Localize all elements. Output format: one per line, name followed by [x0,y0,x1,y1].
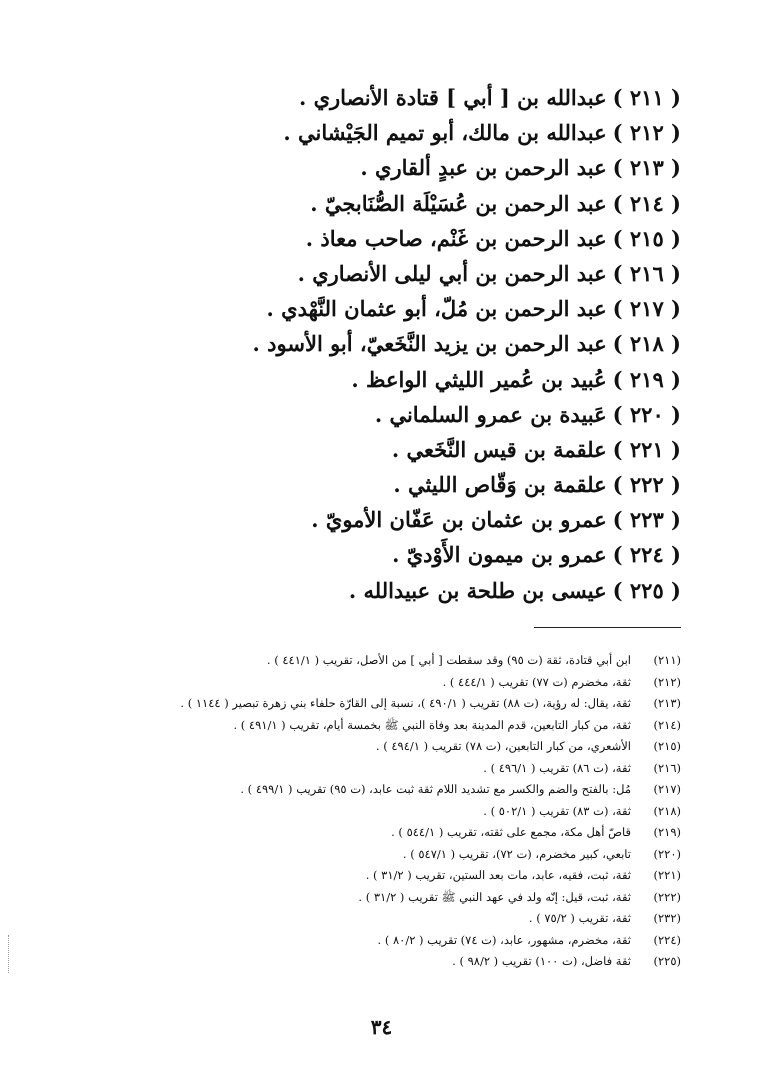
footnote-text: ثقة، مخضرم (ت ٧٧) تقريب ( ٤٤٤/١ ) . [442,674,631,689]
footnote-number: (٢١٩) [653,825,681,839]
footnote-223 [81,908,681,930]
footnote-text: مُل: بالفتح والضم والكسر مع تشديد اللام ثقة ثبت عابد، (ت ٩٥) تقريب ( ٤٩٩/١ ) . [240,782,631,796]
footnote-number: (٢١٨) [653,803,681,818]
entry-name: عبد الرحمن بن غَنْم، صاحب معاذ . [305,225,607,251]
narrator-entry-217 [241,291,681,326]
footnote-number: (٢٢٠) [653,846,681,861]
footnote-216 [81,758,681,780]
entry-name: عبد الرحمن بن عُسَيْلَة الصُّنَابجيّ . [310,190,607,216]
entry-number: ( ٢١٩ ) [612,366,681,392]
margin-mark [8,935,9,973]
entry-number: ( ٢٢٠ ) [612,401,681,427]
entry-name: عبد الرحمن بن عبدٍ ألقاري . [360,155,607,181]
footnote-211 [81,650,681,672]
entry-number: ( ٢٢٢ ) [612,472,681,498]
narrator-entry-211 [241,80,681,115]
page-number: ٣٤ [370,1015,393,1039]
entry-name: عمرو بن عثمان بن عَفّان الأمويّ . [311,507,607,533]
entry-number: ( ٢١١ ) [612,85,681,110]
entry-number: ( ٢١٨ ) [612,331,681,357]
footnote-number: (٢١٥) [653,739,681,753]
footnote-218 [81,801,681,823]
entry-name: علقمة بن قيس النَّخَعي . [391,436,607,462]
entry-name: عبدالله بن [ أبي ] قتادة الأنصاري . [298,85,607,110]
footnote-number: (٢٣٢) [653,911,681,925]
entry-number: ( ٢٢٤ ) [612,542,681,568]
narrator-entry-216 [241,256,681,291]
footnote-212 [81,672,681,694]
footnotes [81,650,681,973]
entry-number: ( ٢٢٣ ) [612,507,681,533]
footnote-text: الأشعري، من كبار التابعين، (ت ٧٨) تقريب ( ٤٩٤/١ ) . [375,739,631,753]
footnote-number: (٢١٤) [653,717,681,732]
narrator-entry-215 [241,221,681,256]
narrator-entry-214 [241,186,681,221]
narrator-entry-221 [241,432,681,467]
narrator-entry-222 [241,467,681,502]
narrator-entry-223 [241,502,681,537]
entry-number: ( ٢١٧ ) [612,296,681,322]
narrator-entry-220 [241,397,681,432]
footnote-text: ثقة، ثبت، قيل: إنّه ولد في عهد النبي ﷺ تقريب ( ٣١/٢ ) . [358,889,631,904]
footnote-number: (٢٢٢) [653,889,681,904]
footnote-number: (٢١١) [653,653,681,667]
footnote-text: ثقة، من كبار التابعين، قدم المدينة بعد وفاة النبي ﷺ بخمسة أيام، تقريب ( ٤٩١/١ ) . [233,717,631,732]
footnote-text: ثقة، يقال: له رؤية، (ت ٨٨) تقريب ( ٤٩٠/١ )، نسبة إلى القارّة حلفاء بني زهرة تبصير ( ١١٤٤ ) . [180,696,631,710]
footnote-225 [81,951,681,973]
entry-name: عَبيدة بن عمرو السلماني . [374,401,607,427]
entry-number: ( ٢١٤ ) [612,190,681,216]
entry-number: ( ٢١٣ ) [612,155,681,181]
footnote-number: (٢٢٤) [653,932,681,947]
narrator-entry-212 [241,115,681,150]
footnote-220 [81,844,681,866]
footnote-number: (٢٢٥) [653,954,681,968]
entry-name: علقمة بن وَقّاص الليثي . [393,472,607,498]
narrator-entry-225 [241,573,681,608]
footnote-text: ثقة، (ت ٨٦) تقريب ( ٤٩٦/١ ) . [483,760,631,775]
entry-name: عبد الرحمن بن أبي ليلى الأنصاري . [297,260,607,286]
footnote-number: (٢١٣) [653,696,681,710]
entry-name: عبد الرحمن بن مُلّ، أبو عثمان النَّهْدي . [266,296,607,322]
footnote-text: ثقة، مخضرم، مشهور، عابد، (ت ٧٤) تقريب ( ٨٠/٢ ) . [377,932,631,947]
footnote-217 [81,779,681,801]
footnote-222 [81,887,681,909]
footnote-215 [81,736,681,758]
entry-number: ( ٢١٥ ) [612,225,681,251]
narrator-entry-219 [241,362,681,397]
narrator-list [241,80,681,608]
footnote-213 [81,693,681,715]
footnote-text: قاصّ أهل مكة، مجمع على ثقته، تقريب ( ٥٤٤/١ ) . [391,825,631,839]
entry-number: ( ٢١٦ ) [612,260,681,286]
entry-name: عيسى بن طلحة بن عبيدالله . [348,577,607,603]
entry-name: عبد الرحمن بن يزيد النَّخَعيّ، أبو الأسود . [252,331,607,357]
footnote-text: ثقة، ثبت، فقيه، عابد، مات بعد الستين، تقريب ( ٣١/٢ ) . [365,868,631,882]
entry-number: ( ٢٢١ ) [612,436,681,462]
footnote-219 [81,822,681,844]
footnote-number: (٢٢١) [653,868,681,882]
entry-name: عبدالله بن مالك، أبو تميم الجَيْشاني . [283,120,607,146]
footnote-text: ثقة فاضل، (ت ١٠٠) تقريب ( ٩٨/٢ ) . [452,954,631,968]
footnote-number: (٢١٧) [653,782,681,796]
entry-number: ( ٢٢٥ ) [612,577,681,603]
footnote-separator [534,627,681,628]
footnote-221 [81,865,681,887]
entry-number: ( ٢١٢ ) [612,120,681,146]
footnote-number: (٢١٢) [653,674,681,689]
footnote-number: (٢١٦) [653,760,681,775]
footnote-text: ثقة، تقريب ( ٧٥/٢ ) . [528,911,631,925]
footnote-224 [81,930,681,952]
footnote-text: ثقة، (ت ٨٣) تقريب ( ٥٠٢/١ ) . [483,803,631,818]
footnote-214 [81,715,681,737]
narrator-entry-213 [241,150,681,185]
narrator-entry-224 [241,537,681,572]
entry-name: عُبيد بن عُمير الليثي الواعظ . [351,366,607,392]
footnote-text: ابن أبي قتادة، ثقة (ت ٩٥) وقد سقطت [ أبي ] من الأصل، تقريب ( ٤٤١/١ ) . [266,653,631,667]
entry-name: عمرو بن ميمون الأَوْديّ . [392,542,607,568]
narrator-entry-218 [241,326,681,361]
footnote-text: تابعي، كبير مخضرم، (ت ٧٢)، تقريب ( ٥٤٧/١ ) . [402,846,631,861]
